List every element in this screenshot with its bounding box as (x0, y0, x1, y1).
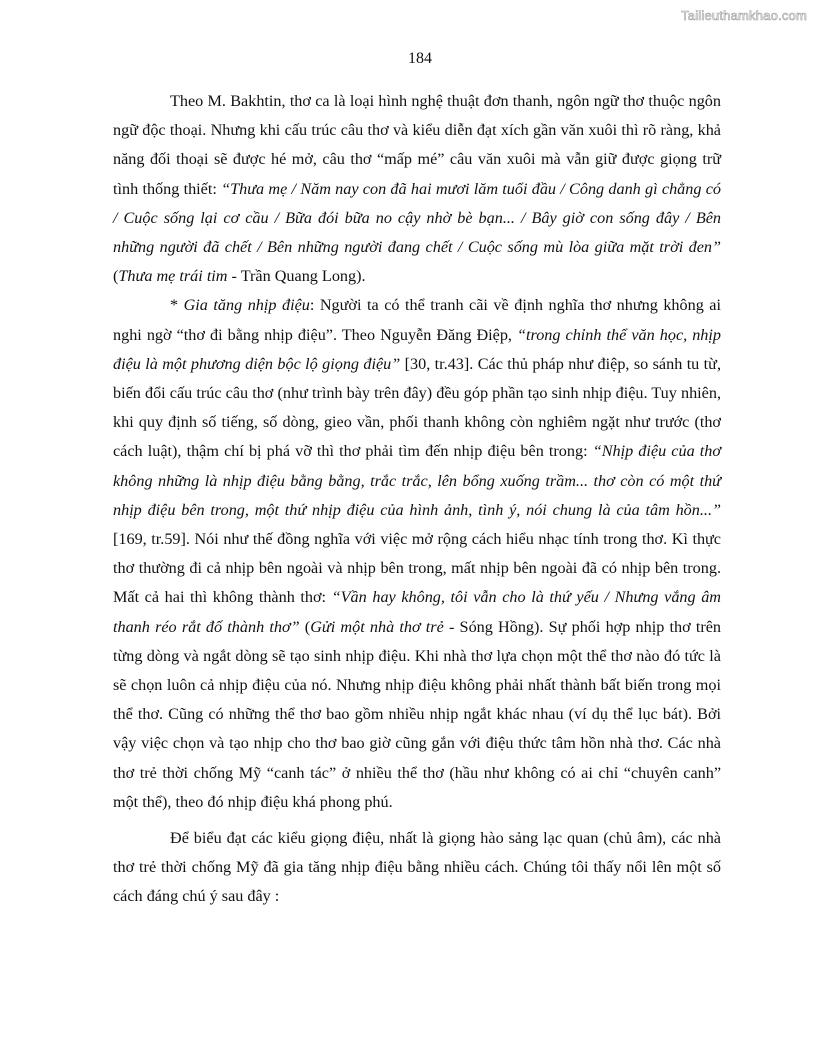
text-segment: * (170, 296, 184, 315)
quotation: “trong chỉnh thể văn học, nhịp điệu là một phương diện bộc lộ giọng điệu” (113, 325, 721, 373)
document-body (113, 87, 721, 912)
text-segment: [30, tr.43]. Các thủ pháp như điệp, so sánh tu từ, biến đổi cấu trúc câu thơ (như trình bày trên đây) đều góp phần tạo sinh nhịp điệu. Tuy nhiên, khi quy định số tiếng, số dòng, gieo vần, phối thanh không còn nghiêm ngặt như trước (thơ cách luật), thậm chí bị phá vỡ thì thơ phải tìm đến nhịp điệu bên trong: (113, 354, 721, 461)
text-segment: : Người ta có thể tranh cãi về định nghĩa thơ nhưng không ai nghi ngờ “thơ đi bằng nhịp điệu”. Theo Nguyễn Đăng Điệp, (113, 296, 721, 344)
paragraph (113, 87, 721, 291)
text-segment: - Sóng Hồng). Sự phối hợp nhịp thơ trên từng dòng và ngắt dòng sẽ tạo sinh nhịp điệu. Khi nhà thơ lựa chọn một thể thơ nào đó tức là sẽ chọn luôn cả nhịp điệu của nó. Nhưng nhịp điệu không phải nhất thành bất biến trong mọi thể thơ. Cũng có những thể thơ bao gồm nhiều nhịp ngắt khác nhau (ví dụ thể lục bát). Bởi vậy việc chọn và tạo nhịp cho thơ bao giờ cũng gắn với điệu thức tâm hồn nhà thơ. Các nhà thơ trẻ thời chống Mỹ “canh tác” ở nhiều thể thơ (hầu như không có ai chỉ “chuyên canh” một thể), theo đó nhịp điệu khá phong phú. (113, 617, 722, 811)
paragraph (113, 824, 721, 912)
watermark: Tailieuthamkhao.com (681, 8, 807, 23)
quoted-poem: “Vần hay không, tôi vẫn cho là thứ yếu / Nhưng vắng âm thanh réo rắt đố thành thơ” (113, 588, 721, 636)
quotation: “Nhịp điệu của thơ không những là nhịp điệu bằng bằng, trắc trắc, lên bổng xuống trầm... thơ còn có một thứ nhịp điệu bên trong, một thứ nhịp điệu của hình ảnh, tình ý, nói chung là của tâm hồn...” (113, 442, 722, 519)
text-segment: - Trần Quang Long). (227, 267, 366, 286)
work-title: Gửi một nhà thơ trẻ (310, 617, 444, 636)
page-number: 184 (408, 50, 432, 67)
text-segment: ( (299, 617, 311, 636)
quoted-poem: “Thưa mẹ / Năm nay con đã hai mươi lăm tuổi đầu / Công danh gì chẳng có / Cuộc sống lại cơ cầu / Bữa đói bữa no cậy nhờ bè bạn... / Bây giờ con sống đây / Bên những người đã chết / Bên những người đang chết / Cuộc sống mù lòa giữa mặt trời đen” (113, 179, 721, 257)
section-heading: Gia tăng nhịp điệu (183, 296, 310, 315)
work-title: Thưa mẹ trái tim (118, 267, 228, 286)
text-segment: Để biểu đạt các kiểu giọng điệu, nhất là giọng hào sảng lạc quan (chủ âm), các nhà thơ trẻ thời chống Mỹ đã gia tăng nhịp điệu bằng nhiều cách. Chúng tôi thấy nổi lên một số cách đáng chú ý sau đây : (113, 829, 721, 906)
text-segment: Theo M. Bakhtin, thơ ca là loại hình nghệ thuật đơn thanh, ngôn ngữ thơ thuộc ngôn ngữ độc thoại. Nhưng khi cấu trúc câu thơ và kiểu diễn đạt xích gần văn xuôi thì rõ ràng, khả năng đối thoại sẽ được hé mở, câu thơ “mấp mé” câu văn xuôi mà vẫn giữ được giọng trữ tình thống thiết: (113, 92, 721, 198)
text-segment: ( (113, 267, 119, 286)
paragraph (113, 291, 721, 817)
text-segment: [169, tr.59]. Nói như thế đồng nghĩa với việc mở rộng cách hiểu nhạc tính trong thơ. Kì thực thơ thường đi cả nhịp bên ngoài và nhịp bên trong, mất nhịp bên ngoài đã có nhịp bên trong. Mất cả hai thì không thành thơ: (113, 530, 721, 607)
